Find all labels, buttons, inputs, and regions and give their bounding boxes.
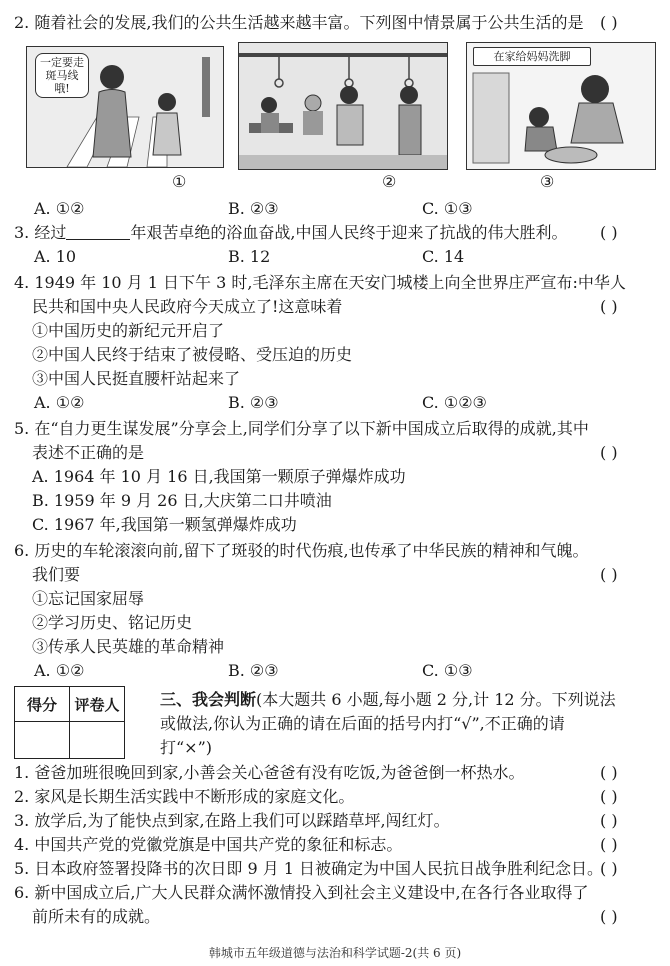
judge-item-5-paren[interactable]: ( ) [600, 859, 618, 878]
grader-header: 评卷人 [70, 687, 125, 722]
q4-item-1: ①中国历史的新纪元开启了 [32, 321, 225, 340]
score-header: 得分 [15, 687, 70, 722]
judge-item-6: 6. 新中国成立后,广大人民群众满怀激情投入到社会主义建设中,在各行各业取得了 [14, 883, 589, 902]
q2-picture-2 [238, 42, 448, 170]
judge-item-6-cont: 前所未有的成就。 [32, 907, 161, 926]
q3-fill-blank[interactable] [66, 223, 130, 240]
section-3-instructions-3: 打“×”) [160, 738, 213, 757]
q4-answer-paren[interactable]: ( ) [600, 297, 618, 316]
judge-item-4-paren[interactable]: ( ) [600, 835, 618, 854]
q4-stem-line-2: 民共和国中央人民政府今天成立了!这意味着 [32, 297, 343, 316]
q2-picture-3 [466, 42, 656, 170]
q4-option-c[interactable]: C. ①②③ [422, 393, 487, 412]
judge-item-4: 4. 中国共产党的党徽党旗是中国共产党的象征和标志。 [14, 835, 403, 854]
q5-answer-paren[interactable]: ( ) [600, 443, 618, 462]
judge-item-3: 3. 放学后,为了能快点到家,在路上我们可以踩踏草坪,闯红灯。 [14, 811, 450, 830]
q5-stem-line-1: 5. 在“自力更生谋发展”分享会上,同学们分享了以下新中国成立后取得的成就,其中 [14, 419, 589, 438]
q2-picture-1-number: ① [172, 172, 187, 191]
q2-stem: 2. 随着社会的发展,我们的公共生活越来越丰富。下列图中情景属于公共生活的是 [14, 13, 584, 32]
judge-item-1-paren[interactable]: ( ) [600, 763, 618, 782]
score-cell[interactable] [15, 722, 70, 759]
q6-answer-paren[interactable]: ( ) [600, 565, 618, 584]
q2-option-b[interactable]: B. ②③ [228, 199, 279, 218]
q6-option-b[interactable]: B. ②③ [228, 661, 279, 680]
q6-stem-line-2: 我们要 [32, 565, 81, 584]
grader-cell[interactable] [70, 722, 125, 759]
q6-item-2: ②学习历史、铭记历史 [32, 613, 193, 632]
q3-answer-paren[interactable]: ( ) [600, 223, 618, 242]
judge-item-3-paren[interactable]: ( ) [600, 811, 618, 830]
q4-stem-line-1: 4. 1949 年 10 月 1 日下午 3 时,毛泽东主席在天安门城楼上向全世界庄严宣布:中华人 [14, 273, 626, 292]
q6-option-a[interactable]: A. ①② [34, 661, 85, 680]
q4-item-2: ②中国人民终于结束了被侵略、受压迫的历史 [32, 345, 353, 364]
q2-option-c[interactable]: C. ①③ [422, 199, 473, 218]
q6-stem-line-1: 6. 历史的车轮滚滚向前,留下了斑驳的时代伤痕,也传承了中华民族的精神和气魄。 [14, 541, 589, 560]
q2-answer-paren[interactable]: ( ) [600, 13, 618, 32]
judge-item-5: 5. 日本政府签署投降书的次日即 9 月 1 日被确定为中国人民抗日战争胜利纪念日。 [14, 859, 604, 878]
q2-picture-1-bubble: 一定要走斑马线哦! [35, 53, 89, 98]
q3-option-b[interactable]: B. 12 [228, 247, 271, 266]
q2-option-a[interactable]: A. ①② [34, 199, 85, 218]
q2-picture-1 [26, 46, 224, 168]
q4-item-3: ③中国人民挺直腰杆站起来了 [32, 369, 241, 388]
judge-item-2-paren[interactable]: ( ) [600, 787, 618, 806]
judge-item-6-paren[interactable]: ( ) [600, 907, 618, 926]
q4-option-b[interactable]: B. ②③ [228, 393, 279, 412]
q2-picture-3-bubble: 在家给妈妈洗脚 [473, 47, 591, 66]
q3-option-c[interactable]: C. 14 [422, 247, 465, 266]
section-3-title: 三、我会判断 [160, 690, 257, 709]
q5-option-a[interactable]: A. 1964 年 10 月 16 日,我国第一颗原子弹爆炸成功 [32, 467, 406, 486]
q2-picture-3-number: ③ [540, 172, 555, 191]
q4-option-a[interactable]: A. ①② [34, 393, 85, 412]
page-footer: 韩城市五年级道德与法治和科学试题-2(共 6 页) [208, 946, 462, 960]
score-box [14, 686, 125, 759]
q6-item-3: ③传承人民英雄的革命精神 [32, 637, 225, 656]
judge-item-1: 1. 爸爸加班很晚回到家,小善会关心爸爸有没有吃饭,为爸爸倒一杯热水。 [14, 763, 525, 782]
q6-option-c[interactable]: C. ①③ [422, 661, 473, 680]
section-3-instructions-2: 或做法,你认为正确的请在后面的括号内打“√”,不正确的请 [160, 714, 565, 733]
judge-item-2: 2. 家风是长期生活实践中不断形成的家庭文化。 [14, 787, 355, 806]
q5-stem-line-2: 表述不正确的是 [32, 443, 145, 462]
section-3-header [160, 688, 660, 760]
section-3-instructions-1: (本大题共 6 小题,每小题 2 分,计 12 分。下列说法 [256, 690, 616, 709]
q6-item-1: ①忘记国家屈辱 [32, 589, 145, 608]
q3-stem: 3. 经过 年艰苦卓绝的浴血奋战,中国人民终于迎来了抗战的伟大胜利。 [14, 223, 568, 242]
q3-option-a[interactable]: A. 10 [34, 247, 77, 266]
q5-option-b[interactable]: B. 1959 年 9 月 26 日,大庆第二口井喷油 [32, 491, 332, 510]
q5-option-c[interactable]: C. 1967 年,我国第一颗氢弹爆炸成功 [32, 515, 297, 534]
q2-picture-2-number: ② [382, 172, 397, 191]
